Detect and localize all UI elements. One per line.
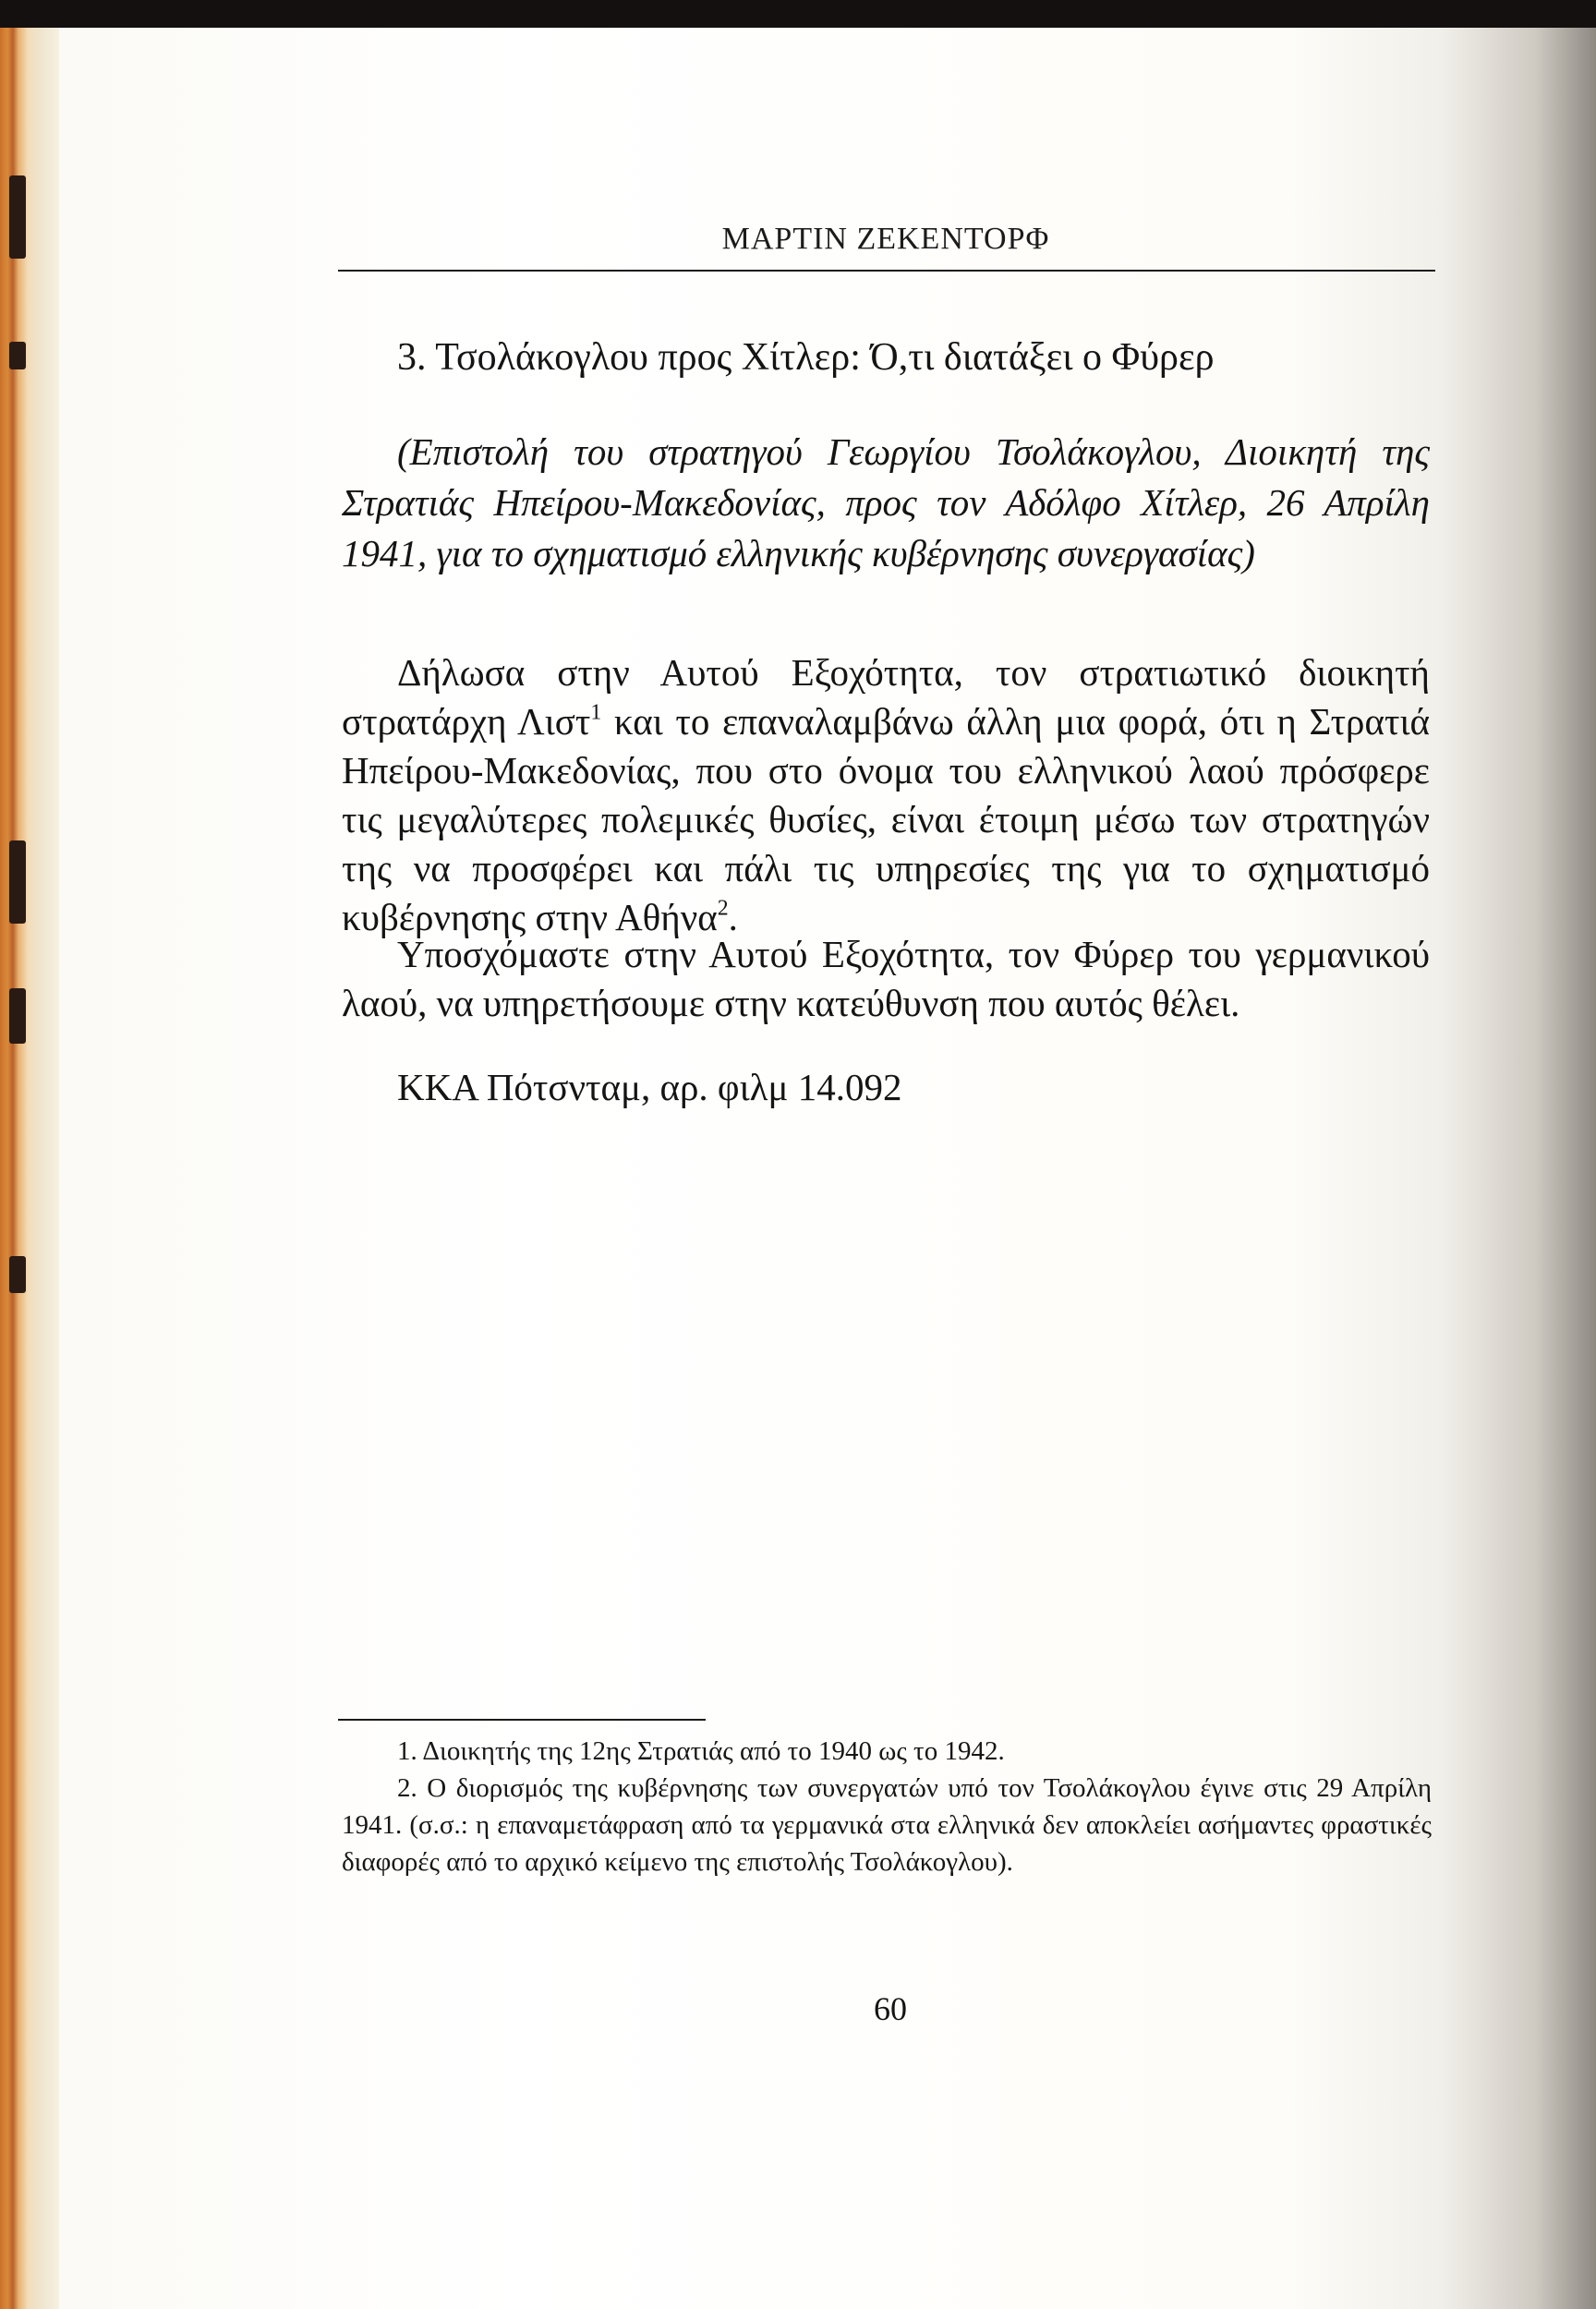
body-paragraph-2: Υποσχόμαστε στην Αυτού Εξοχότητα, τον Φύρερ του γερμανικού λαού, να υπηρετήσουμε στην κατεύθυνση που αυτός θέλει. <box>342 933 1430 1024</box>
body-text: και το επαναλαμβάνω άλλη μια φορά, ότι η Στρατιά Ηπείρου-Μακεδονίας, που στο όνομα του ελληνικού λαού πρόσφερε τις μεγαλύτερες πολεμικές θυσίες, είναι έτοιμη μέσω των στρατηγών της να προσφέρει και πάλι τις υπηρεσίες της για το σχηματισμό κυβέρνησης στην Αθήνα <box>342 700 1430 938</box>
body-text: . <box>728 896 738 938</box>
footnote-ref-2: 2 <box>717 896 729 921</box>
running-head: ΜΑΡΤΙΝ ΖΕΚΕΝΤΟΡΦ <box>721 222 1050 256</box>
page-number: 60 <box>874 1990 907 2027</box>
edge-mark <box>9 175 26 259</box>
body-paragraph-1 <box>342 648 1430 942</box>
source-citation: ΚΚΑ Πότσνταμ, αρ. φιλμ 14.092 <box>397 1066 902 1108</box>
edge-mark <box>9 342 26 369</box>
document-title: 3. Τσολάκογλου προς Χίτλερ: Ό,τι διατάξει ο Φύρερ <box>397 336 1215 379</box>
document-subtitle: (Επιστολή του στρατηγού Γεωργίου Τσολάκογλου, Διοικητή της Στρατιάς Ηπείρου-Μακεδονίας, προς τον Αδόλφο Χίτλερ, 26 Απρίλη 1941, για το σχηματισμό ελληνικής κυβέρνησης συνεργασίας) <box>342 430 1430 574</box>
header-rule <box>338 270 1435 272</box>
book-page-edge <box>0 28 59 2309</box>
body-text: Δήλωσα στην Αυτού Εξοχότητα, τον στρατιωτικό διοικητή στρατάρχη Λιστ <box>342 651 1430 743</box>
footnote-rule <box>338 1719 706 1721</box>
footnote-1: 1. Διοικητής της 12ης Στρατιάς από το 1940 ως το 1942. <box>397 1736 1005 1766</box>
edge-mark <box>9 1256 26 1293</box>
edge-mark <box>9 840 26 924</box>
edge-mark <box>9 988 26 1044</box>
book-page <box>59 28 1596 2309</box>
footnote-ref-1: 1 <box>590 700 602 725</box>
footnotes <box>342 1733 1432 1880</box>
footnote-2: 2. Ο διορισμός της κυβέρνησης των συνεργατών υπό τον Τσολάκογλου έγινε στις 29 Απρίλη 1941. (σ.σ.: η επαναμετάφραση από τα γερμανικά στα ελληνικά δεν αποκλείει ασήμαντες φραστικές διαφορές από το αρχικό κείμενο της επιστολής Τσολάκογλου). <box>342 1773 1432 1877</box>
